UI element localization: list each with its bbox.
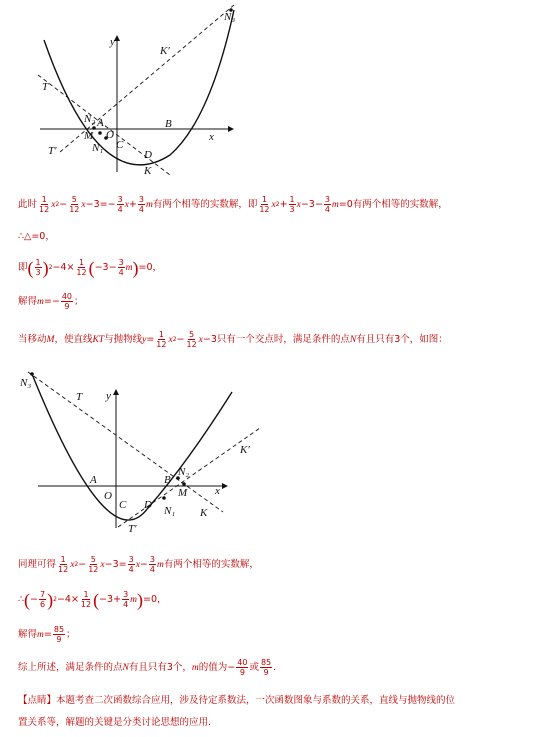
svg-text:T′: T′ (128, 523, 137, 535)
text-line-5: 当移动 M ，使直线 KT 与抛物线 y = $\frac{1}{12}$ x 2 − $\frac{5}{12}$ x −3 只有一个交点时，满足条件的点 N 有且只有3个，如图： (18, 330, 448, 349)
svg-text:K: K (144, 165, 152, 177)
svg-text:K′: K′ (240, 444, 250, 456)
svg-text:x: x (215, 485, 220, 497)
svg-text:O: O (104, 490, 112, 502)
text-line-8: 解得 m = $\frac{85}{9}$ ； (18, 625, 76, 644)
svg-text:B: B (165, 118, 172, 130)
text-line-3: 即 ( $\frac{1}{3}$ ) 2 −4× $\frac{1}{12}$ ( −3− $\frac{3}{4}$ m ) =0， (18, 257, 163, 278)
svg-text:M: M (84, 130, 94, 142)
svg-text:M: M (178, 487, 188, 499)
line-TK (28, 372, 223, 512)
svg-text:x: x (209, 131, 214, 143)
svg-text:C: C (116, 139, 124, 151)
svg-text:T: T (76, 391, 83, 403)
text-line-4: 解得 m =− $\frac{40}{9}$ ； (18, 292, 84, 311)
text-line-9: 综上所述，满足条件的点 N 有且只有3个， m 的值为 − $\frac{40}{9}$ 或 $\frac{85}{9}$ ． (18, 658, 283, 677)
text-line-10: 【点睛】本题考查二次函数综合应用，涉及待定系数法，一次函数图象与系数的关系，直线与抛物线的位 (18, 695, 456, 706)
svg-text:N₃: N₃ (224, 11, 236, 23)
svg-text:A: A (97, 117, 104, 129)
svg-text:A: A (90, 474, 97, 486)
svg-text:K: K (200, 507, 208, 519)
figure-1-labels (42, 11, 235, 177)
figure-1 (20, 0, 236, 180)
svg-text:N₁: N₁ (164, 505, 176, 517)
svg-text:N₂: N₂ (178, 466, 190, 478)
svg-text:N₃: N₃ (20, 377, 32, 389)
text-line-2: ∴△=0， (18, 231, 55, 242)
svg-text:C: C (119, 499, 127, 511)
svg-text:D: D (144, 499, 152, 511)
svg-text:y: y (110, 36, 115, 48)
svg-text:O: O (106, 129, 114, 141)
svg-text:K′: K′ (160, 45, 170, 57)
text-line-7: ∴ ( − $\frac{7}{6}$ ) 2 −4× $\frac{1}{12}$ ( −3+ $\frac{3}{4}$ m ) =0， (18, 589, 167, 610)
svg-text:T′: T′ (48, 145, 57, 157)
text-line-1: 此时 $\frac{1}{12}$ x 2 − $\frac{5}{12}$ x −3=− $\frac{3}{4}$ x + $\frac{3}{4}$ m 有两个相等的实数解，即 $\frac{1}{12}$ x 2 + $\frac{1}{3}$ x −3− $\frac{3}{4}$ m =0 有两个相等的实数解， (18, 195, 448, 214)
svg-text:D: D (144, 149, 152, 161)
text-line-11: 置关系等，解题的关键是分类讨论思想的应用. (18, 717, 212, 728)
text-line-6: 同理可得 $\frac{1}{12}$ x 2 − $\frac{5}{12}$ x −3= $\frac{3}{4}$ x − $\frac{3}{4}$ m 有两个相等的实数解， (18, 555, 259, 574)
svg-text:y: y (106, 390, 111, 402)
svg-text:B: B (164, 474, 171, 486)
svg-text:N₂: N₂ (84, 113, 96, 125)
svg-text:T: T (42, 81, 49, 93)
svg-text:N₁: N₁ (92, 142, 104, 154)
figure-2 (18, 362, 262, 538)
figure-2-labels (19, 377, 250, 535)
